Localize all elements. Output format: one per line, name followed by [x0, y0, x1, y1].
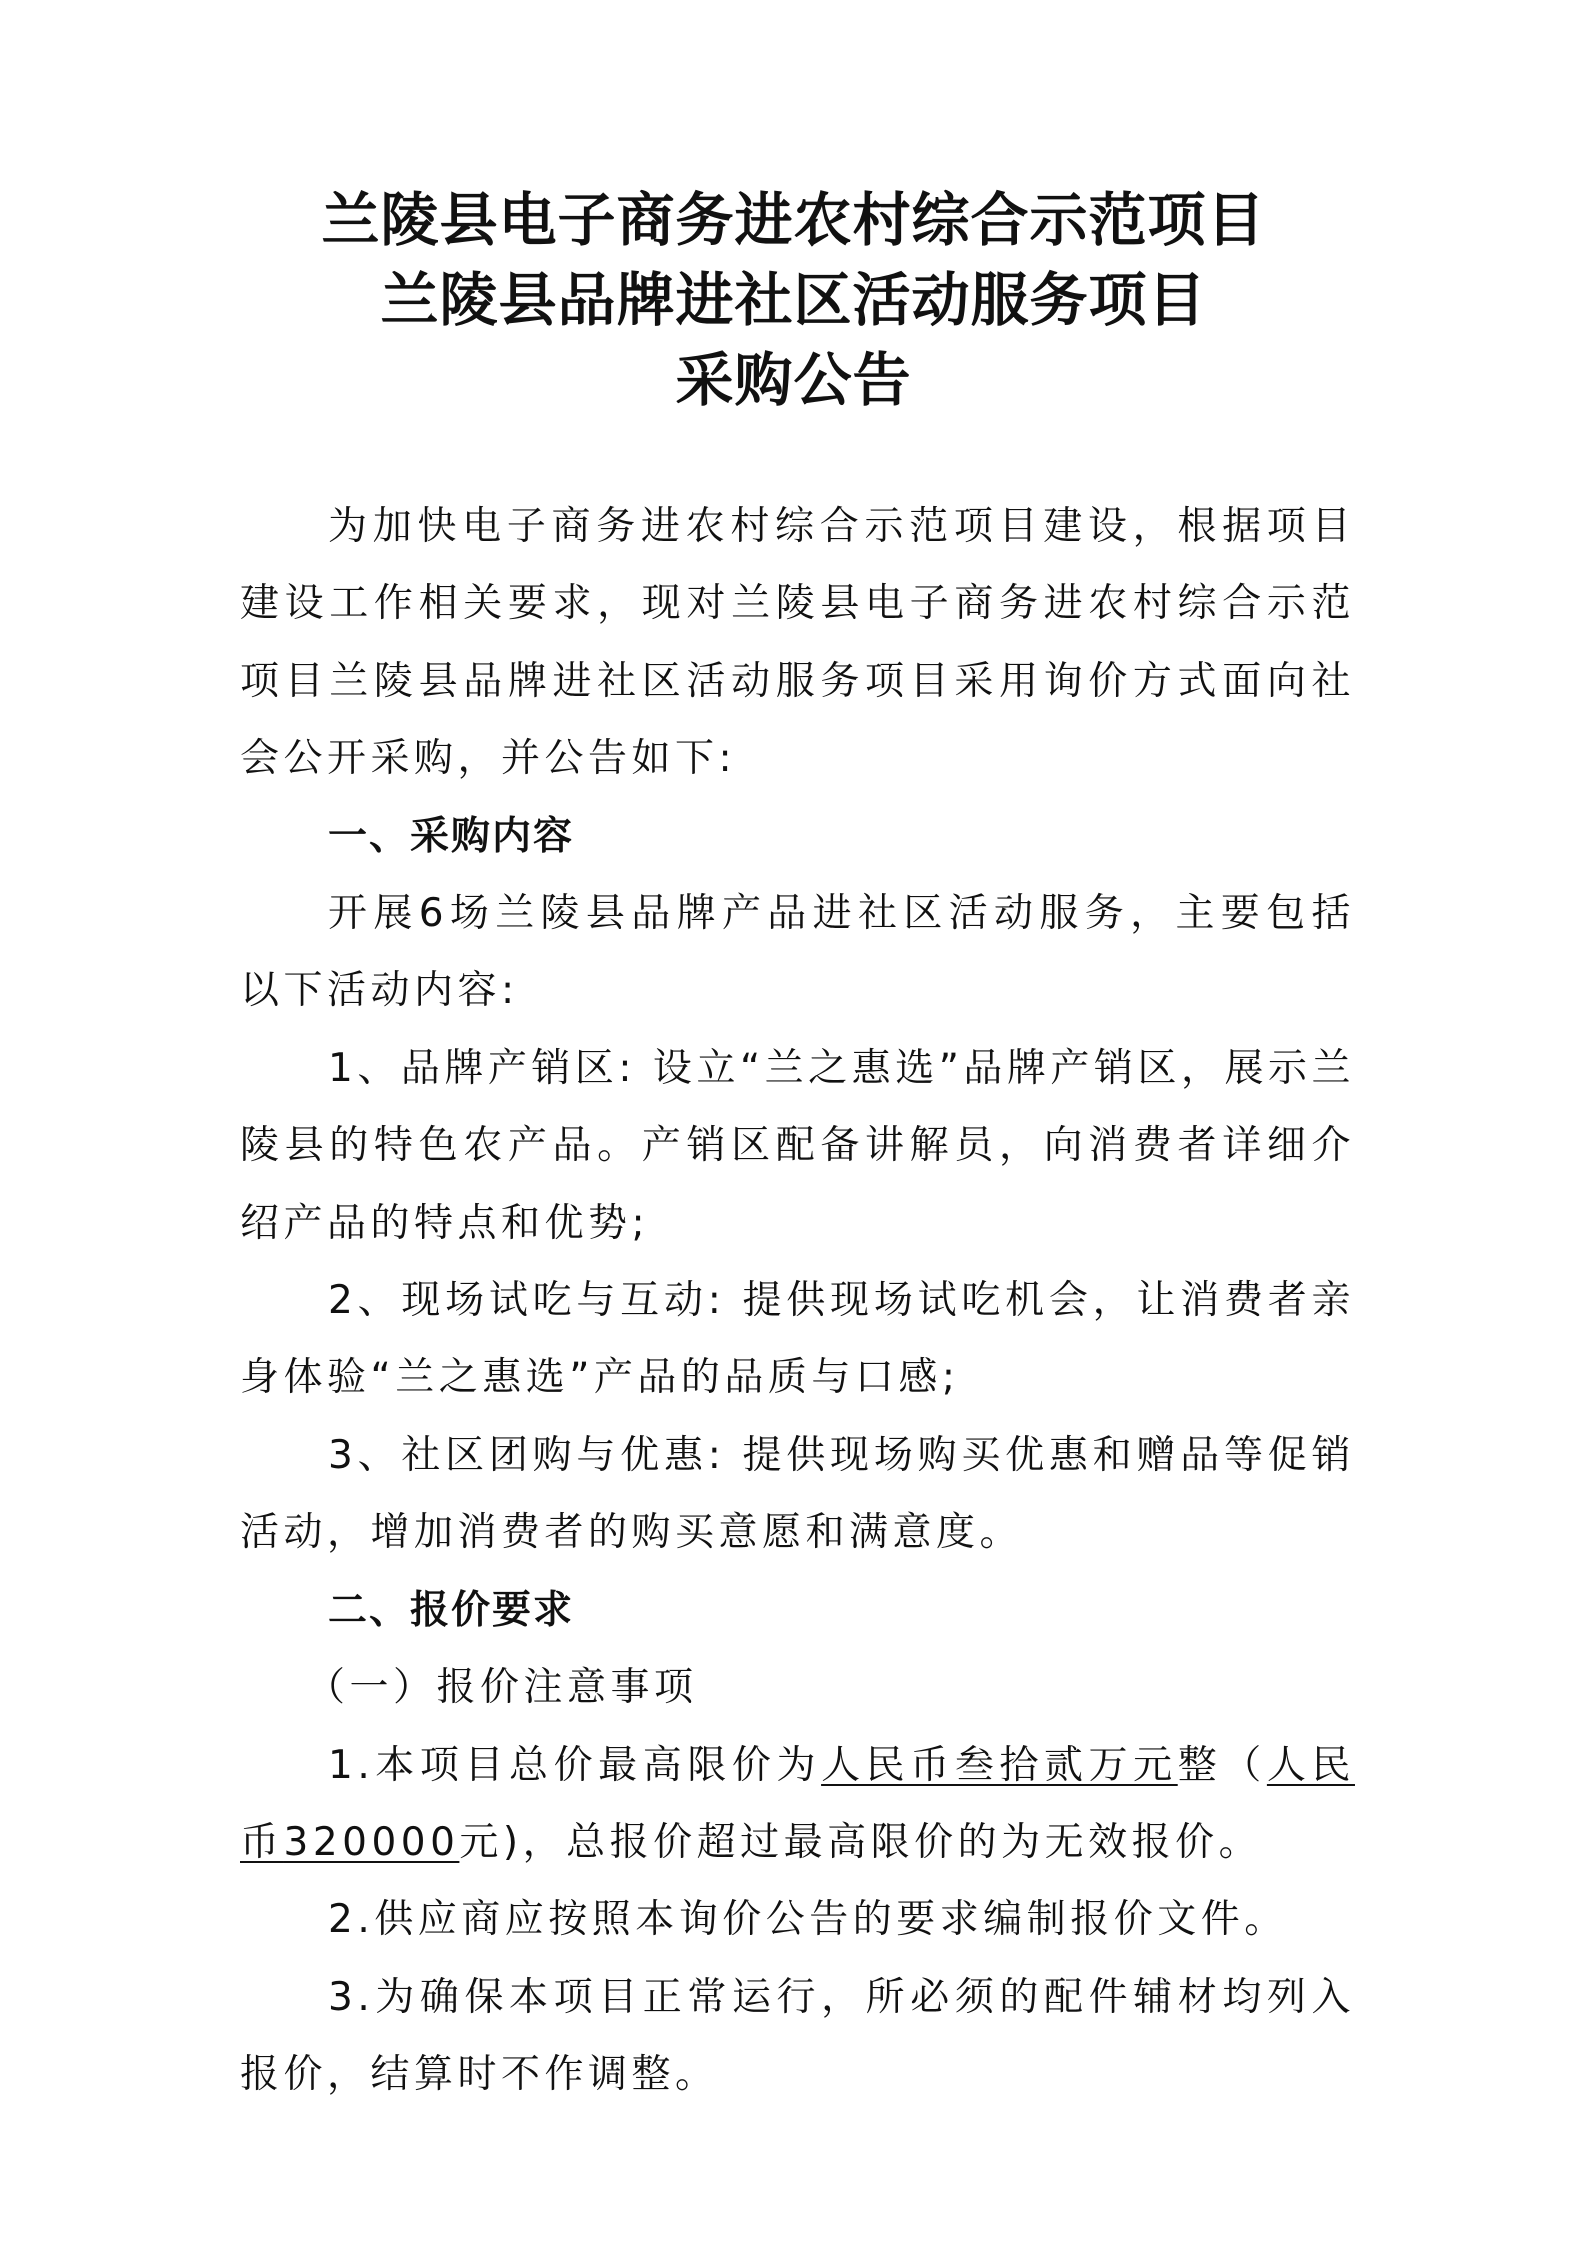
section-1-heading: 一、采购内容 — [328, 813, 575, 859]
price-limit-mid: 整（ — [1177, 1742, 1267, 1788]
section-1-intro: 开展6场兰陵县品牌产品进社区活动服务，主要包括以下活动内容: — [240, 891, 1355, 1014]
document-body — [240, 488, 1355, 2114]
price-limit-suffix: 元)，总报价超过最高限价的为无效报价。 — [459, 1819, 1263, 1865]
price-limit-paragraph — [240, 1727, 1355, 1882]
price-limit-currency: 人民币 — [240, 1742, 1355, 1865]
price-limit-prefix: 1.本项目总价最高限价为 — [328, 1742, 822, 1788]
price-limit-amount-words: 人民币叁拾贰万元 — [821, 1742, 1178, 1788]
title-line-1: 兰陵县电子商务进农村综合示范项目 — [321, 186, 1266, 254]
section-2-item-3: 3.为确保本项目正常运行，所必须的配件辅材均列入报价，结算时不作调整。 — [240, 1974, 1355, 2098]
price-limit-amount-number: 320000 — [283, 1819, 460, 1865]
section-2-heading: 二、报价要求 — [328, 1587, 575, 1633]
intro-paragraph: 为加快电子商务进农村综合示范项目建设，根据项目建设工作相关要求，现对兰陵县电子商务进农村综合示范项目兰陵县品牌进社区活动服务项目采用询价方式面向社会公开采购，并公告如下: — [240, 504, 1355, 782]
section-1-item-2: 2、现场试吃与互动: 提供现场试吃机会，让消费者亲身体验“兰之惠选”产品的品质与口感; — [240, 1278, 1355, 1401]
section-1-item-1: 1、品牌产销区: 设立“兰之惠选”品牌产销区，展示兰陵县的特色农产品。产销区配备讲解员，向消费者详细介绍产品的特点和优势; — [240, 1045, 1355, 1246]
section-1-item-3: 3、社区团购与优惠: 提供现场购买优惠和赠品等促销活动，增加消费者的购买意愿和满意度。 — [240, 1432, 1355, 1556]
document-title — [0, 180, 1587, 420]
section-2-item-2: 2.供应商应按照本询价公告的要求编制报价文件。 — [328, 1897, 1288, 1943]
section-2-subheading: （一）报价注意事项 — [306, 1665, 698, 1711]
title-line-3: 采购公告 — [675, 346, 912, 414]
title-line-2: 兰陵县品牌进社区活动服务项目 — [380, 266, 1207, 334]
